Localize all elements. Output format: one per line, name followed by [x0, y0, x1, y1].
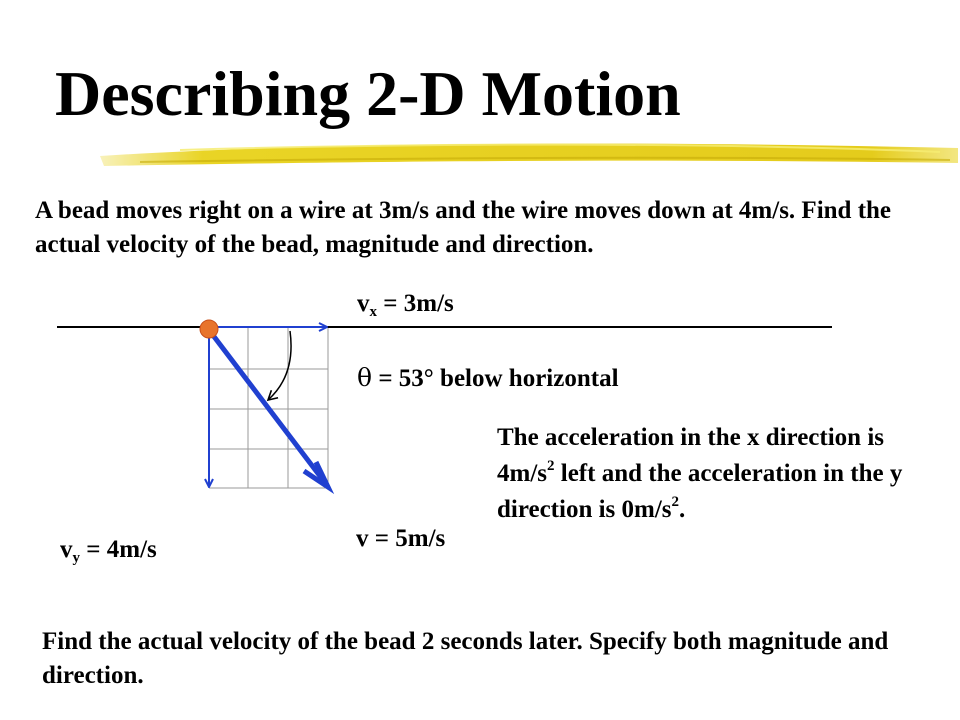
accel-exponent-1: 2	[547, 458, 555, 474]
vx-symbol: v	[357, 290, 370, 317]
v-label: v = 5m/s	[356, 525, 446, 552]
theta-symbol: θ	[357, 363, 373, 392]
theta-value: = 53° below horizontal	[372, 365, 619, 392]
vy-subscript: y	[72, 550, 80, 566]
bead	[200, 320, 218, 338]
theta-label	[357, 361, 619, 396]
vx-value: = 3m/s	[377, 290, 454, 317]
accel-text-1: The acceleration in the x direction is 4m/s	[497, 424, 884, 487]
vy-value: = 4m/s	[80, 536, 157, 563]
vx-subscript: x	[369, 304, 377, 320]
vx-label	[357, 287, 454, 321]
vy-label	[60, 533, 157, 567]
followup-question: Find the actual velocity of the bead 2 seconds later. Specify both magnitude and direction.	[42, 628, 889, 689]
accel-exponent-2: 2	[671, 494, 680, 510]
vy-symbol: v	[60, 536, 73, 563]
resultant-vector-arrow	[209, 330, 326, 484]
acceleration-statement	[497, 420, 927, 528]
problem-statement: A bead moves right on a wire at 3m/s and the wire moves down at 4m/s. Find the actual velocity of the bead, magnitude and direction.	[35, 197, 892, 258]
accel-text-2: left and the acceleration in the y direction is 0m/s	[497, 460, 903, 523]
slide-title: Describing 2-D Motion	[55, 58, 681, 129]
accel-text-3: .	[679, 496, 686, 523]
